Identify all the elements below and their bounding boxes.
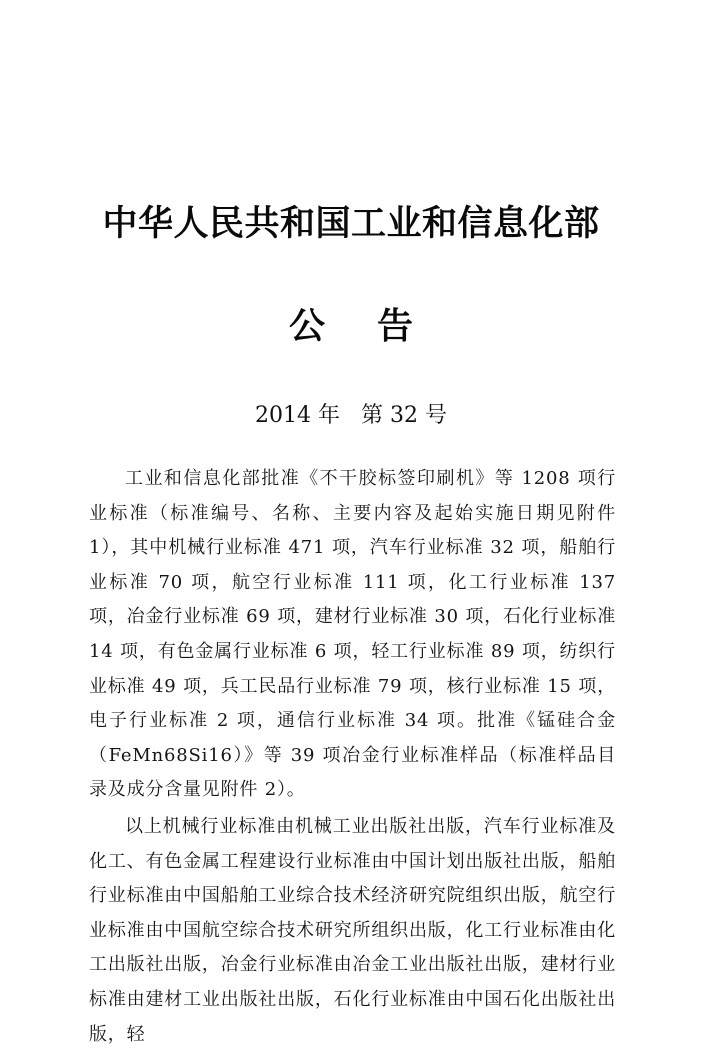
paragraph-approval: 工业和信息化部批准《不干胶标签印刷机》等 1208 项行业标准（标准编号、名称、主要内容及起始实施日期见附件 1），其中机械行业标准 471 项，汽车行业标准 32 项，船舶行业标准 70 项，航空行业标准 111 项，化工行业标准 137 项，冶金行业标准 69 项，建材行业标准 30 项，石化行业标准 14 项，有色金属行业标准 6 项，轻工行业标准 89 项，纺织行业标准 49 项，兵工民品行业标准 79 项，核行业标准 15 项，电子行业标准 2 项，通信行业标准 34 项。批准《锰硅合金（FeMn68Si16）》等 39 项冶金行业标准样品（标准样品目录及成分含量见附件 2）。 xyxy=(89,468,616,801)
ministry-title: 中华人民共和国工业和信息化部 xyxy=(102,204,600,244)
announcement-body xyxy=(89,462,616,1052)
announcement-issue: 第 32 号 xyxy=(360,403,447,428)
paragraph-publishers: 以上机械行业标准由机械工业出版社出版，汽车行业标准及化工、有色金属工程建设行业标准由中国计划出版社出版，船舶行业标准由中国船舶工业综合技术经济研究院组织出版，航空行业标准由中国航空综合技术研究所组织出版，化工行业标准由化工出版社出版，冶金行业标准由冶金工业出版社出版，建材行业标准由建材工业出版社出版，石化行业标准由中国石化出版社出版，轻 xyxy=(89,815,616,1045)
notice-heading: 公告 xyxy=(288,306,465,347)
announcement-year: 2014 年 xyxy=(255,403,340,428)
announcement-number xyxy=(0,398,702,429)
